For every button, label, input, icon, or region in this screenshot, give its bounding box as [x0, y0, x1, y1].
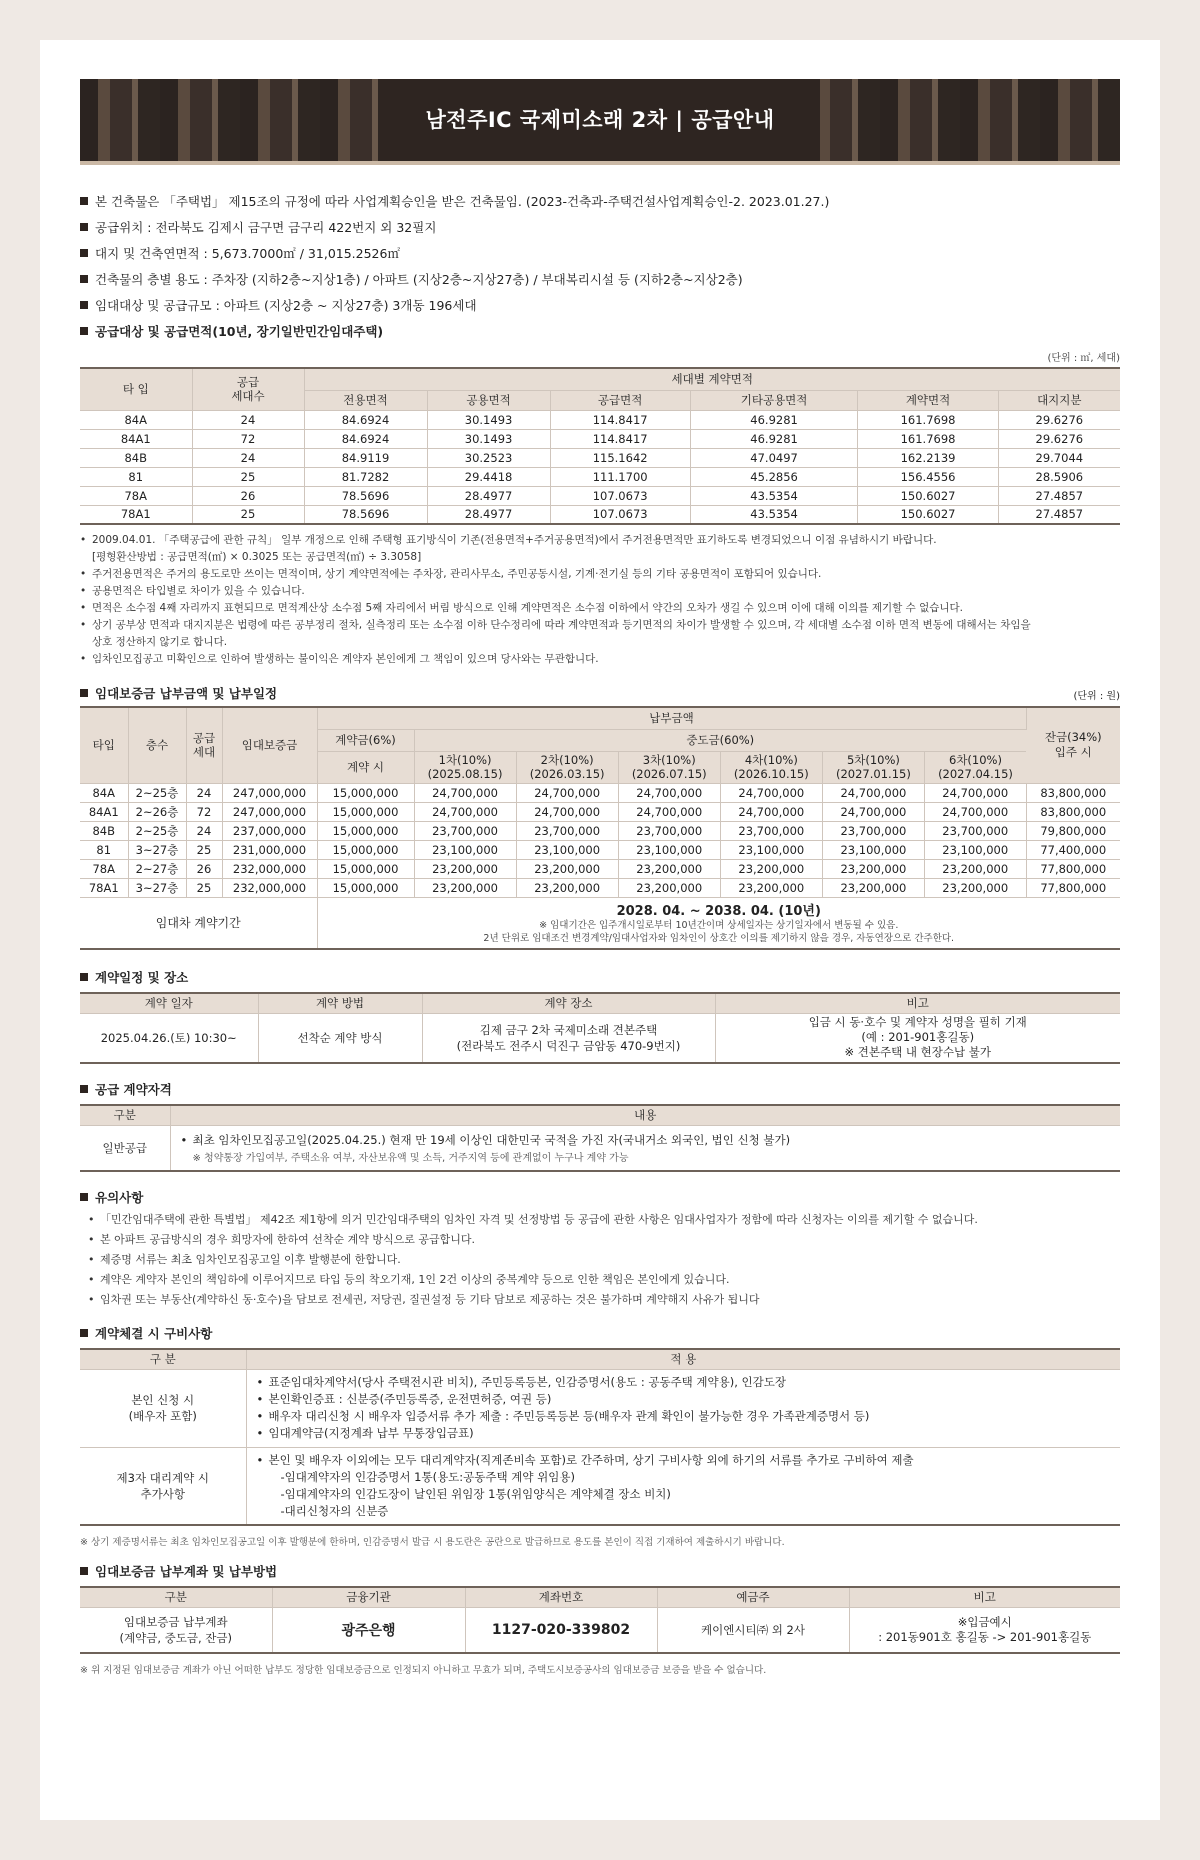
table-cell: 84B	[80, 448, 192, 467]
table-cell: 23,200,000	[618, 859, 720, 878]
table-cell: 15,000,000	[317, 859, 414, 878]
table-cell: 81	[80, 840, 128, 859]
table-cell: 15,000,000	[317, 821, 414, 840]
header-installment: 2차(10%) (2026.03.15)	[516, 751, 618, 783]
cautions-list	[80, 1210, 1120, 1310]
document-item: • 본인확인증표 : 신분증(주민등록증, 운전면허증, 여권 등)	[257, 1391, 1119, 1408]
table-cell: 3~27층	[128, 878, 186, 897]
header-area-col: 전용면적	[304, 390, 427, 410]
header-bank: 금융기관	[272, 1587, 465, 1607]
proxy-contract-label: 제3자 대리계약 시 추가사항	[80, 1447, 246, 1525]
table-cell: 24,700,000	[516, 802, 618, 821]
table-cell: 115.1642	[550, 448, 690, 467]
table-cell: 23,100,000	[720, 840, 822, 859]
self-application-items	[246, 1369, 1120, 1447]
table-cell: 23,200,000	[618, 878, 720, 897]
contract-remark: 입금 시 동·호수 및 계약자 성명을 필히 기재 (예 : 201-901홍길동) ※ 견본주택 내 현장수납 불가	[715, 1013, 1120, 1063]
header-units: 공급 세대	[186, 707, 222, 783]
table-cell: 114.8417	[550, 410, 690, 429]
table-cell: 24,700,000	[516, 783, 618, 802]
header-installment: 1차(10%) (2025.08.15)	[414, 751, 516, 783]
table-cell: 24,700,000	[414, 783, 516, 802]
table-cell: 23,100,000	[618, 840, 720, 859]
table-row	[80, 840, 1120, 859]
table-cell: 81.7282	[304, 467, 427, 486]
table-cell: 15,000,000	[317, 802, 414, 821]
proxy-contract-items: • 본인 및 배우자 이외에는 모두 대리계약자(직계존비속 포함)로 간주하며, 상기 구비사항 외에 하기의 서류를 추가로 구비하여 제출 -임대계약자의 인감증명서 1통(용도:공동주택 계약 위임용) -임대계약자의 인감도장이 날인된 위임장 1통(위임양식은 계약체결 장소 비치) -대리신청자의 신분증	[246, 1447, 1120, 1525]
caution-item: • 계약은 계약자 본인의 책임하에 이루어지므로 타입 등의 착오기재, 1인 2건 이상의 중복계약 등으로 인한 책임은 본인에게 있습니다.	[88, 1270, 1120, 1290]
table-cell: 24	[186, 821, 222, 840]
header-at-contract: 계약 시	[317, 751, 414, 783]
table-cell: 45.2856	[690, 467, 858, 486]
header-installment: 5차(10%) (2027.01.15)	[822, 751, 924, 783]
header-floor: 층수	[128, 707, 186, 783]
table-cell: 26	[186, 859, 222, 878]
schedule-section-title: 계약일정 및 장소	[80, 968, 1120, 986]
table-cell: 15,000,000	[317, 840, 414, 859]
table-cell: 23,200,000	[720, 859, 822, 878]
notice-content	[80, 79, 1120, 1676]
table-row	[80, 410, 1120, 429]
header-balance: 잔금(34%) 입주 시	[1026, 707, 1120, 783]
header-type: 타 입	[80, 368, 192, 410]
qualification-section-title: 공급 계약자격	[80, 1080, 1120, 1098]
table-cell: 46.9281	[690, 429, 858, 448]
header-type: 타입	[80, 707, 128, 783]
documents-footnote: ※ 상기 제증명서류는 최초 임차인모집공고일 이후 발행분에 한하며, 인감증명서 발급 시 용도란은 공란으로 발급하므로 용도를 본인이 직접 기재하여 제출하시기 바랍니다.	[80, 1537, 785, 1548]
table-cell: 23,200,000	[516, 878, 618, 897]
header-remark: 비고	[715, 993, 1120, 1013]
table-cell: 78A	[80, 486, 192, 505]
header-holder: 예금주	[657, 1587, 849, 1607]
table-cell: 247,000,000	[222, 783, 317, 802]
header-area-col: 기타공용면적	[690, 390, 858, 410]
qualification-type: 일반공급	[80, 1125, 170, 1171]
table-row	[80, 859, 1120, 878]
area-notes	[80, 532, 1120, 668]
table-cell: 30.1493	[427, 410, 550, 429]
document-sub-item: -대리신청자의 신분증	[280, 1503, 389, 1518]
table-cell: 231,000,000	[222, 840, 317, 859]
table-cell: 79,800,000	[1026, 821, 1120, 840]
page-title: 남전주IC 국제미소래 2차 | 공급안내	[425, 108, 775, 132]
intro-item: 본 건축물은 「주택법」 제15조의 규정에 따라 사업계획승인을 받은 건축물임. (2023-건축과-주택건설사업계획승인-2. 2023.01.27.)	[80, 189, 1120, 215]
table-cell: 27.4857	[998, 505, 1120, 524]
header-category: 구 분	[80, 1349, 246, 1369]
table-cell: 84B	[80, 821, 128, 840]
documents-section-title: 계약체결 시 구비사항	[80, 1324, 1120, 1342]
table-cell: 83,800,000	[1026, 802, 1120, 821]
contract-method: 선착순 계약 방식	[258, 1013, 422, 1063]
table-cell: 77,400,000	[1026, 840, 1120, 859]
table-cell: 83,800,000	[1026, 783, 1120, 802]
document-item: • 배우자 대리신청 시 배우자 입증서류 추가 제출 : 주민등록등본 등(배우자 관계 확인이 불가능한 경우 가족관계증명서 등)	[257, 1408, 1119, 1425]
header-contract-area: 세대별 계약면적	[304, 368, 1120, 390]
table-cell: 114.8417	[550, 429, 690, 448]
table-cell: 247,000,000	[222, 802, 317, 821]
table-cell: 23,700,000	[414, 821, 516, 840]
table-cell: 84.6924	[304, 429, 427, 448]
header-middle-payment: 중도금(60%)	[414, 729, 1026, 751]
qualification-table	[80, 1104, 1120, 1172]
table-cell: 43.5354	[690, 486, 858, 505]
area-unit: (단위 : ㎡, 세대)	[1047, 353, 1120, 364]
caution-item: • 「민간임대주택에 관한 특별법」 제42조 제1항에 의거 민간임대주택의 임차인 자격 및 선정방법 등 공급에 관한 사항은 임대사업자가 정함에 따라 신청자는 이의를 제기할 수 없습니다.	[88, 1210, 1120, 1230]
documents-table	[80, 1348, 1120, 1526]
table-cell: 78A	[80, 859, 128, 878]
bank-name: 광주은행	[272, 1607, 465, 1653]
table-cell: 23,200,000	[924, 878, 1026, 897]
table-cell: 107.0673	[550, 505, 690, 524]
table-cell: 23,100,000	[414, 840, 516, 859]
table-cell: 43.5354	[690, 505, 858, 524]
header-category: 구분	[80, 1105, 170, 1125]
header-area-col: 계약면적	[858, 390, 998, 410]
table-cell: 23,100,000	[924, 840, 1026, 859]
header-deposit: 임대보증금	[222, 707, 317, 783]
header-area-col: 대지지분	[998, 390, 1120, 410]
table-cell: 72	[186, 802, 222, 821]
qualification-content: • 최초 임차인모집공고일(2025.04.25.) 현재 만 19세 이상인 대한민국 국적을 가진 자(국내거소 외국인, 법인 신청 불가) ※ 청약통장 가입여부, 주택소유 여부, 자산보유액 및 소득, 거주지역 등에 관계없이 누구나 계약 가능	[170, 1125, 1120, 1171]
account-holder: 케이엔시티㈜ 외 2사	[657, 1607, 849, 1653]
caution-item: • 제증명 서류는 최초 임차인모집공고일 이후 발행분에 한합니다.	[88, 1250, 1120, 1270]
table-cell: 23,200,000	[720, 878, 822, 897]
table-cell: 78.5696	[304, 486, 427, 505]
table-cell: 24,700,000	[414, 802, 516, 821]
document-sub-item: -임대계약자의 인감도장이 날인된 위임장 1통(위임양식은 계약체결 장소 비치)	[280, 1486, 671, 1501]
document-item: • 표준임대차계약서(당사 주택전시관 비치), 주민등록등본, 인감증명서(용도 : 공동주택 계약용), 인감도장	[257, 1374, 1119, 1391]
table-cell: 2~25층	[128, 783, 186, 802]
table-cell: 23,200,000	[414, 859, 516, 878]
intro-bullets	[80, 189, 1120, 345]
table-cell: 25	[192, 505, 304, 524]
table-cell: 24,700,000	[822, 802, 924, 821]
intro-item: 공급대상 및 공급면적(10년, 장기일반민간임대주택)	[80, 319, 1120, 345]
table-row	[80, 783, 1120, 802]
header-account-number: 계좌번호	[465, 1587, 657, 1607]
note-item: 상호 정산하지 않기로 합니다.	[92, 636, 228, 648]
table-cell: 23,200,000	[414, 878, 516, 897]
table-cell: 25	[192, 467, 304, 486]
note-item: • 면적은 소수점 4째 자리까지 표현되므로 면적계산상 소수점 5째 자리에서 버림 방식으로 인해 계약면적은 소수점 이하에서 약간의 오차가 생길 수 있으며 이에 대해 이의를 제기할 수 없습니다.	[80, 600, 1120, 617]
area-table	[80, 367, 1120, 525]
title-banner	[80, 79, 1120, 165]
table-cell: 2~25층	[128, 821, 186, 840]
table-cell: 23,200,000	[516, 859, 618, 878]
table-cell: 84A	[80, 410, 192, 429]
header-method: 계약 방법	[258, 993, 422, 1013]
table-cell: 24,700,000	[720, 783, 822, 802]
header-installment: 4차(10%) (2026.10.15)	[720, 751, 822, 783]
note-item: • 주거전용면적은 주거의 용도로만 쓰이는 면적이며, 상기 계약면적에는 주차장, 관리사무소, 주민공동시설, 기계·전기실 등의 기타 공용면적이 포함되어 있습니다.	[80, 566, 1120, 583]
intro-item: 공급위치 : 전라북도 김제시 금구면 금구리 422번지 외 32필지	[80, 215, 1120, 241]
table-cell: 23,700,000	[822, 821, 924, 840]
table-cell: 3~27층	[128, 840, 186, 859]
intro-item: 임대대상 및 공급규모 : 아파트 (지상2층 ~ 지상27층) 3개동 196세대	[80, 293, 1120, 319]
table-cell: 84.6924	[304, 410, 427, 429]
account-remark: ※입금예시 : 201동901호 홍길동 -> 201-901홍길동	[849, 1607, 1120, 1653]
table-cell: 237,000,000	[222, 821, 317, 840]
table-cell: 28.5906	[998, 467, 1120, 486]
table-row	[80, 821, 1120, 840]
table-cell: 23,700,000	[618, 821, 720, 840]
table-cell: 46.9281	[690, 410, 858, 429]
deposit-unit: (단위 : 원)	[1073, 691, 1120, 702]
table-row	[80, 486, 1120, 505]
table-row	[80, 505, 1120, 524]
table-cell: 161.7698	[858, 429, 998, 448]
table-cell: 15,000,000	[317, 783, 414, 802]
table-cell: 24	[192, 410, 304, 429]
lease-term-note: ※ 임대기간은 입주개시일로부터 10년간이며 상세일자는 상기일자에서 변동될 수 있음.	[539, 920, 899, 932]
header-place: 계약 장소	[422, 993, 715, 1013]
table-cell: 162.2139	[858, 448, 998, 467]
header-content: 내용	[170, 1105, 1120, 1125]
contract-place: 김제 금구 2차 국제미소래 견본주택 (전라북도 전주시 덕진구 금암동 470-9번지)	[422, 1013, 715, 1063]
header-date: 계약 일자	[80, 993, 258, 1013]
table-cell: 24	[186, 783, 222, 802]
table-cell: 25	[186, 878, 222, 897]
intro-item: 대지 및 건축연면적 : 5,673.7000㎡ / 31,015.2526㎡	[80, 241, 1120, 267]
table-cell: 111.1700	[550, 467, 690, 486]
account-section-title: 임대보증금 납부계좌 및 납부방법	[80, 1562, 1120, 1580]
table-cell: 27.4857	[998, 486, 1120, 505]
table-cell: 24,700,000	[822, 783, 924, 802]
cautions-section-title: 유의사항	[80, 1188, 1120, 1206]
table-cell: 77,800,000	[1026, 859, 1120, 878]
table-cell: 25	[186, 840, 222, 859]
table-cell: 2~26층	[128, 802, 186, 821]
table-cell: 156.4556	[858, 467, 998, 486]
note-item: • 공용면적은 타입별로 차이가 있을 수 있습니다.	[80, 583, 1120, 600]
table-cell: 28.4977	[427, 486, 550, 505]
header-area-col: 공급면적	[550, 390, 690, 410]
contract-date: 2025.04.26.(토) 10:30~	[80, 1013, 258, 1063]
header-installment: 3차(10%) (2026.07.15)	[618, 751, 720, 783]
table-row	[80, 448, 1120, 467]
table-cell: 78.5696	[304, 505, 427, 524]
account-table	[80, 1586, 1120, 1654]
table-cell: 84A1	[80, 802, 128, 821]
table-row	[80, 802, 1120, 821]
table-cell: 24,700,000	[924, 783, 1026, 802]
table-cell: 84.9119	[304, 448, 427, 467]
table-cell: 150.6027	[858, 505, 998, 524]
table-cell: 47.0497	[690, 448, 858, 467]
notice-page	[40, 40, 1160, 1820]
table-cell: 23,200,000	[822, 878, 924, 897]
table-row	[80, 467, 1120, 486]
header-units: 공급 세대수	[192, 368, 304, 410]
header-payment: 납부금액	[317, 707, 1026, 729]
table-cell: 232,000,000	[222, 859, 317, 878]
header-contract-fee: 계약금(6%)	[317, 729, 414, 751]
table-cell: 28.4977	[427, 505, 550, 524]
document-sub-item: -임대계약자의 인감증명서 1통(용도:공동주택 계약 위임용)	[280, 1469, 575, 1484]
intro-item: 건축물의 층별 용도 : 주차장 (지하2층~지상1층) / 아파트 (지상2층~지상27층) / 부대복리시설 등 (지하2층~지상2층)	[80, 267, 1120, 293]
header-installment: 6차(10%) (2027.04.15)	[924, 751, 1026, 783]
table-cell: 15,000,000	[317, 878, 414, 897]
table-cell: 23,100,000	[822, 840, 924, 859]
table-cell: 26	[192, 486, 304, 505]
header-apply: 적 용	[246, 1349, 1120, 1369]
table-cell: 24,700,000	[720, 802, 822, 821]
table-cell: 24	[192, 448, 304, 467]
table-cell: 24,700,000	[618, 802, 720, 821]
caution-item: • 임차권 또는 부동산(계약하신 동·호수)을 담보로 전세권, 저당권, 질권설정 등 기타 담보로 제공하는 것은 불가하며 계약해지 사유가 됩니다	[88, 1290, 1120, 1310]
table-cell: 24,700,000	[924, 802, 1026, 821]
table-row	[80, 878, 1120, 897]
table-cell: 23,200,000	[924, 859, 1026, 878]
table-cell: 84A1	[80, 429, 192, 448]
deposit-section-title: 임대보증금 납부금액 및 납부일정 (단위 : 원)	[80, 684, 1120, 702]
deposit-table	[80, 706, 1120, 950]
table-cell: 23,700,000	[720, 821, 822, 840]
lease-term-cell	[317, 897, 1120, 949]
lease-term-note: 2년 단위로 임대조건 변경계약/임대사업자와 임차인이 상호간 이의를 제기하지 않을 경우, 자동연장으로 간주한다.	[483, 933, 955, 945]
table-cell: 23,100,000	[516, 840, 618, 859]
self-application-label: 본인 신청 시 (배우자 포함)	[80, 1369, 246, 1447]
account-footnote: ※ 위 지정된 임대보증금 계좌가 아닌 어떠한 납부도 정당한 임대보증금으로 인정되지 아니하고 무효가 되며, 주택도시보증공사의 임대보증금 보증을 받을 수 없습니다.	[80, 1665, 767, 1676]
table-cell: 107.0673	[550, 486, 690, 505]
table-cell: 30.2523	[427, 448, 550, 467]
table-cell: 77,800,000	[1026, 878, 1120, 897]
table-cell: 2~27층	[128, 859, 186, 878]
table-cell: 23,700,000	[924, 821, 1026, 840]
lease-term-value: 2028. 04. ~ 2038. 04. (10년)	[616, 904, 821, 920]
table-cell: 24,700,000	[618, 783, 720, 802]
account-number: 1127-020-339802	[465, 1607, 657, 1653]
header-area-col: 공용면적	[427, 390, 550, 410]
table-cell: 81	[80, 467, 192, 486]
table-cell: 29.6276	[998, 410, 1120, 429]
table-cell: 72	[192, 429, 304, 448]
document-item: • 임대계약금(지정계좌 납부 무통장입금표)	[257, 1425, 1119, 1442]
table-cell: 29.6276	[998, 429, 1120, 448]
note-item: • 상기 공부상 면적과 대지지분은 법령에 따른 공부정리 절차, 실측정리 또는 소수점 이하 단수정리에 따라 계약면적과 등기면적의 차이가 발생할 수 있으며, 각 세대별 소수점 이하 면적 변동에 대해서는 차임을	[80, 617, 1120, 634]
table-cell: 78A1	[80, 505, 192, 524]
table-cell: 29.4418	[427, 467, 550, 486]
header-category: 구분	[80, 1587, 272, 1607]
note-item: [평형환산방법 : 공급면적(㎡) × 0.3025 또는 공급면적(㎡) ÷ 3.3058]	[92, 551, 422, 563]
table-cell: 23,200,000	[822, 859, 924, 878]
table-cell: 78A1	[80, 878, 128, 897]
table-cell: 150.6027	[858, 486, 998, 505]
table-cell: 30.1493	[427, 429, 550, 448]
lease-term-label: 임대차 계약기간	[80, 897, 317, 949]
table-cell: 29.7044	[998, 448, 1120, 467]
note-item: • 2009.04.01. 「주택공급에 관한 규칙」 일부 개정으로 인해 주택형 표기방식이 기존(전용면적+주거공용면적)에서 주거전용면적만 표기하도록 변경되었으니 이점 유념하시기 바랍니다.	[80, 532, 1120, 549]
note-item: • 임차인모집공고 미확인으로 인하여 발생하는 불이익은 계약자 본인에게 그 책임이 있으며 당사와는 무관합니다.	[80, 651, 1120, 668]
table-row	[80, 429, 1120, 448]
table-cell: 23,700,000	[516, 821, 618, 840]
account-type: 임대보증금 납부계좌 (계약금, 중도금, 잔금)	[80, 1607, 272, 1653]
table-cell: 161.7698	[858, 410, 998, 429]
table-cell: 84A	[80, 783, 128, 802]
schedule-table	[80, 992, 1120, 1064]
caution-item: • 본 아파트 공급방식의 경우 희망자에 한하여 선착순 계약 방식으로 공급합니다.	[88, 1230, 1120, 1250]
header-remark: 비고	[849, 1587, 1120, 1607]
table-cell: 232,000,000	[222, 878, 317, 897]
